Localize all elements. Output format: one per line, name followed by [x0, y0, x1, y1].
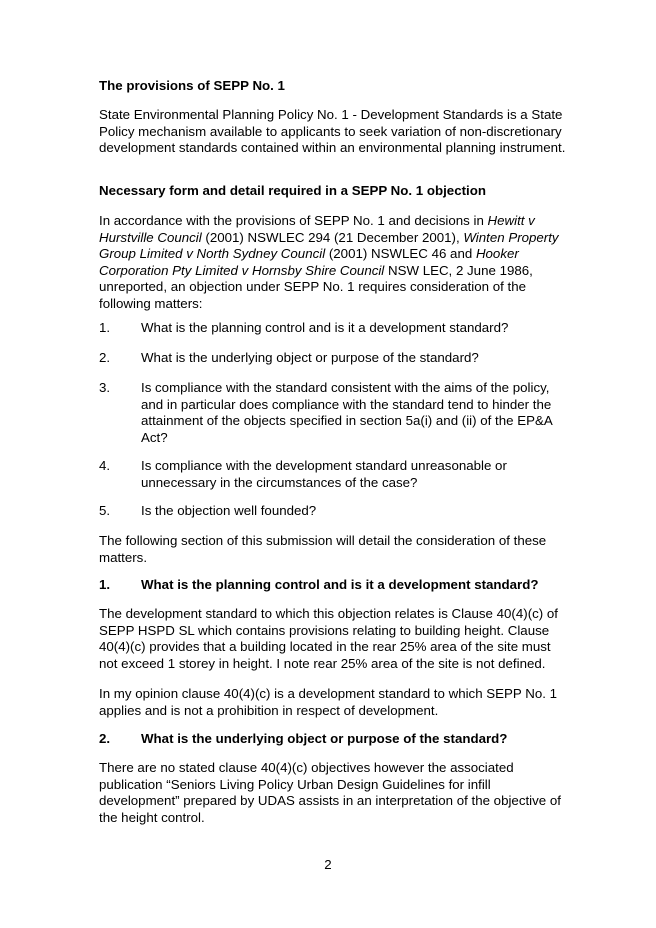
list-item-number: 5. — [99, 503, 111, 518]
list-item-number: 1. — [99, 320, 111, 335]
list-item-number: 4. — [99, 458, 111, 473]
section-title: What is the underlying object or purpose of the standard? — [141, 731, 508, 746]
section-number: 2. — [99, 731, 111, 746]
page-number: 2 — [324, 857, 332, 872]
list-item-text: What is the planning control and is it a development standard? — [141, 320, 509, 335]
list-item-text: Is compliance with the development standard unreasonable or unnecessary in the circumstances of the case? — [141, 458, 507, 490]
section-number: 1. — [99, 577, 111, 592]
list-item-text: Is compliance with the standard consistent with the aims of the policy, and in particular does compliance with the standard tend to hinder the attainment of the objects specified in section 5a(i) and (ii) of the EP&A Act? — [141, 380, 552, 445]
accordance-text-1: In accordance with the provisions of SEPP No. 1 and decisions in — [99, 213, 488, 228]
paragraph-objectives: There are no stated clause 40(4)(c) objectives however the associated publication “Seniors Living Policy Urban Design Guidelines for infill development” prepared by UDAS assists in an interpretation of the objective of the height control. — [99, 760, 561, 825]
case-hooker: Hooker Corporation Pty Limited v Hornsby Shire Council — [99, 246, 519, 278]
accordance-text-4: NSW LEC, 2 June 1986, unreported, an objection under SEPP No. 1 requires consideration of the following matters: — [99, 262, 533, 311]
paragraph-intro: State Environmental Planning Policy No. 1 - Development Standards is a State Policy mechanism available to applicants to seek variation of non-discretionary development standards contained within an environmental planning instrument. — [99, 107, 566, 156]
section-title: What is the planning control and is it a development standard? — [141, 577, 539, 592]
accordance-text-2: (2001) NSWLEC 294 (21 December 2001), — [201, 229, 464, 245]
paragraph-accordance — [99, 213, 569, 313]
heading-form-detail: Necessary form and detail required in a SEPP No. 1 objection — [99, 183, 486, 198]
list-item-number: 3. — [99, 380, 111, 395]
accordance-text-3: (2001) NSWLEC 46 and — [325, 246, 476, 262]
paragraph-following: The following section of this submission will detail the consideration of these matters. — [99, 533, 547, 565]
list-item-number: 2. — [99, 350, 111, 365]
case-winten: Winten Property Group Limited v North Sydney Council — [99, 229, 559, 262]
case-hewitt: Hewitt v Hurstville Council — [99, 213, 535, 245]
list-item-text: Is the objection well founded? — [141, 503, 317, 518]
heading-provisions: The provisions of SEPP No. 1 — [99, 78, 285, 93]
list-item-text: What is the underlying object or purpose of the standard? — [141, 350, 479, 365]
paragraph-standard: The development standard to which this objection relates is Clause 40(4)(c) of SEPP HSPD SL which contains provisions relating to building height. Clause 40(4)(c) provides that a building located in the rear 25% area of the site must not exceed 1 storey in height. I note rear 25% area of the site is not defined. — [99, 606, 558, 671]
paragraph-opinion: In my opinion clause 40(4)(c) is a development standard to which SEPP No. 1 applies and is not a prohibition in respect of development. — [99, 686, 557, 718]
